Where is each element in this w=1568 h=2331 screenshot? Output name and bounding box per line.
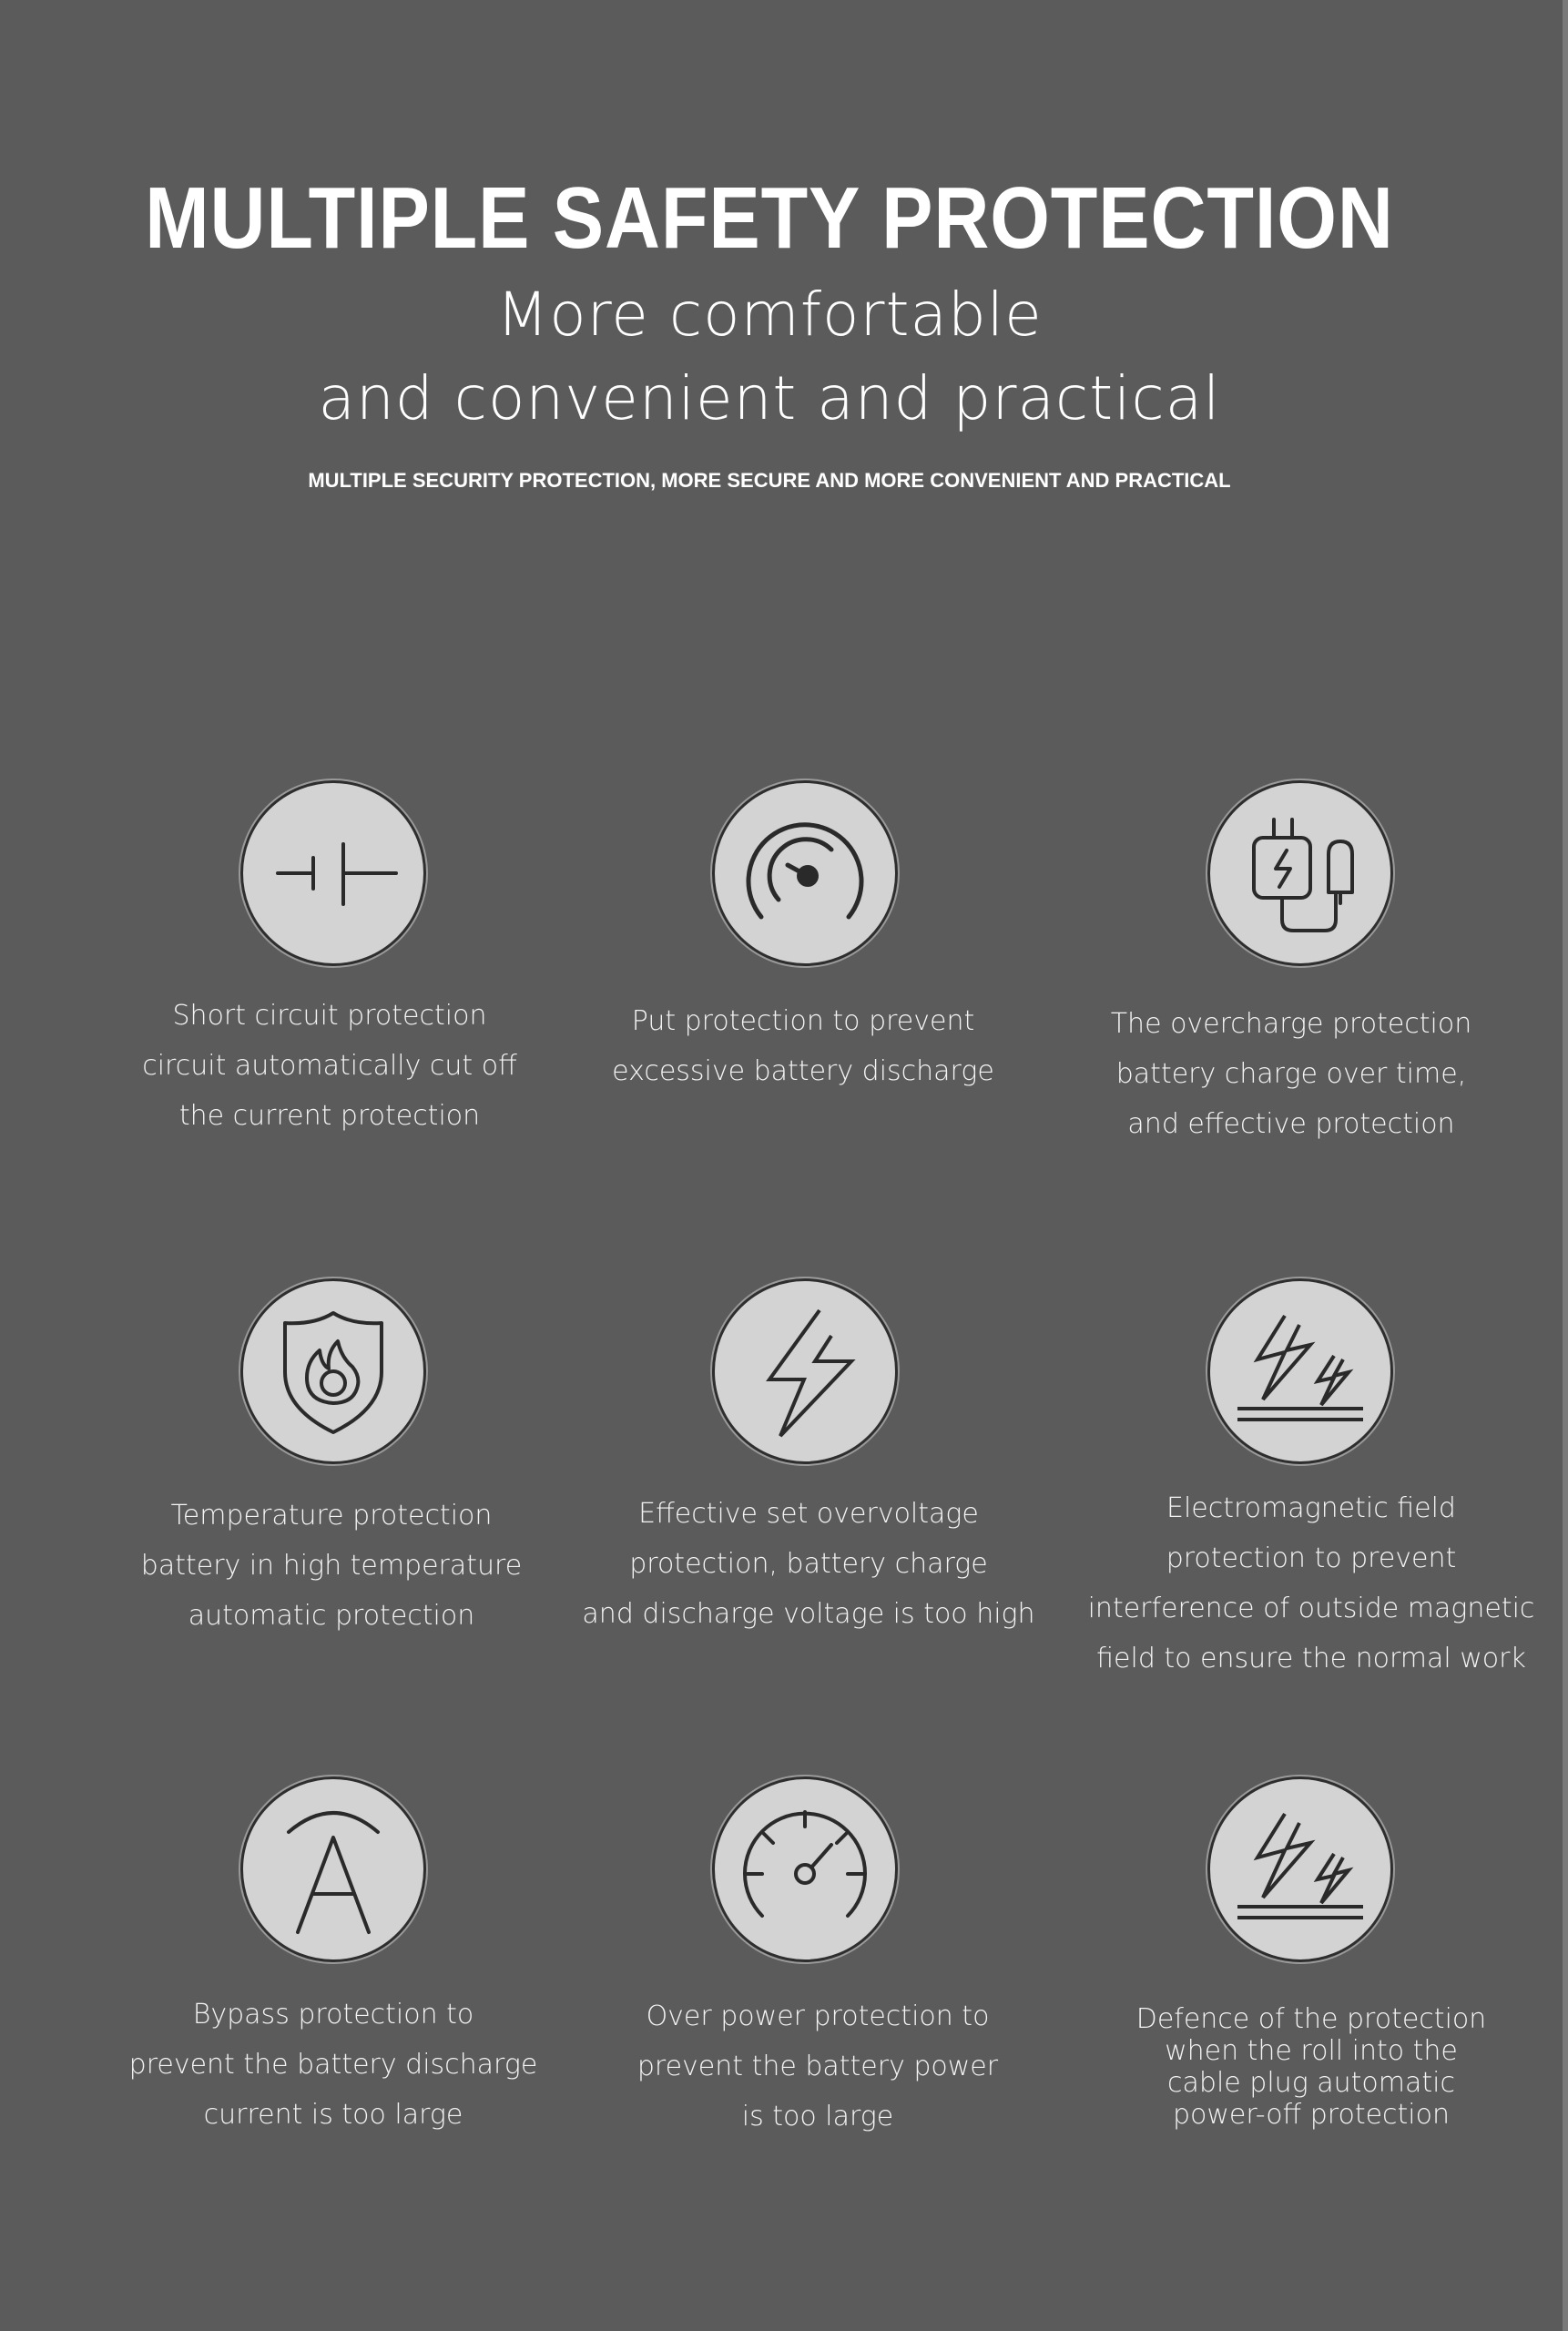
feature-description-1: Short circuit protection circuit automatically cut off the current protection — [142, 1000, 517, 1132]
feature-description-6: Electromagnetic field protection to prevent interference of outside magnetic field to ensure the normal work — [1087, 1492, 1535, 1674]
feature-description-9: Defence of the protection when the roll into the cable plug automatic power-off protection — [1135, 2003, 1487, 2131]
subtitle-line-2: and convenient and practical — [318, 363, 1221, 433]
electromagnetic-icon — [1207, 1776, 1393, 1962]
gauge-icon — [712, 780, 898, 966]
subtitle-line-1: More comfortable — [496, 280, 1043, 350]
ampere-icon — [240, 1776, 426, 1962]
capacitor-icon — [240, 780, 426, 966]
right-edge-strip — [1563, 0, 1568, 2331]
shield-flame-icon — [240, 1278, 426, 1464]
speedometer-icon — [712, 1776, 898, 1962]
feature-description-5: Effective set overvoltage protection, battery charge and discharge voltage is too high — [582, 1498, 1035, 1630]
feature-description-7: Bypass protection to prevent the battery discharge current is too large — [128, 1999, 538, 2131]
feature-description-4: Temperature protection battery in high temperature automatic protection — [140, 1500, 523, 1632]
feature-description-2: Put protection to prevent excessive battery discharge — [612, 1005, 994, 1087]
feature-description-8: Over power protection to prevent the battery power is too large — [636, 2000, 999, 2133]
electromagnetic-icon — [1207, 1278, 1393, 1464]
feature-description-3: The overcharge protection battery charge over time, and effective protection — [1110, 1008, 1472, 1140]
tagline: MULTIPLE SECURITY PROTECTION, MORE SECURE AND MORE CONVENIENT AND PRACTICAL — [308, 469, 1231, 492]
charger-plug-icon — [1207, 780, 1393, 966]
page-title: MULTIPLE SAFETY PROTECTION — [145, 169, 1394, 267]
page-subtitle — [0, 273, 1539, 441]
lightning-bolt-icon — [712, 1278, 898, 1464]
